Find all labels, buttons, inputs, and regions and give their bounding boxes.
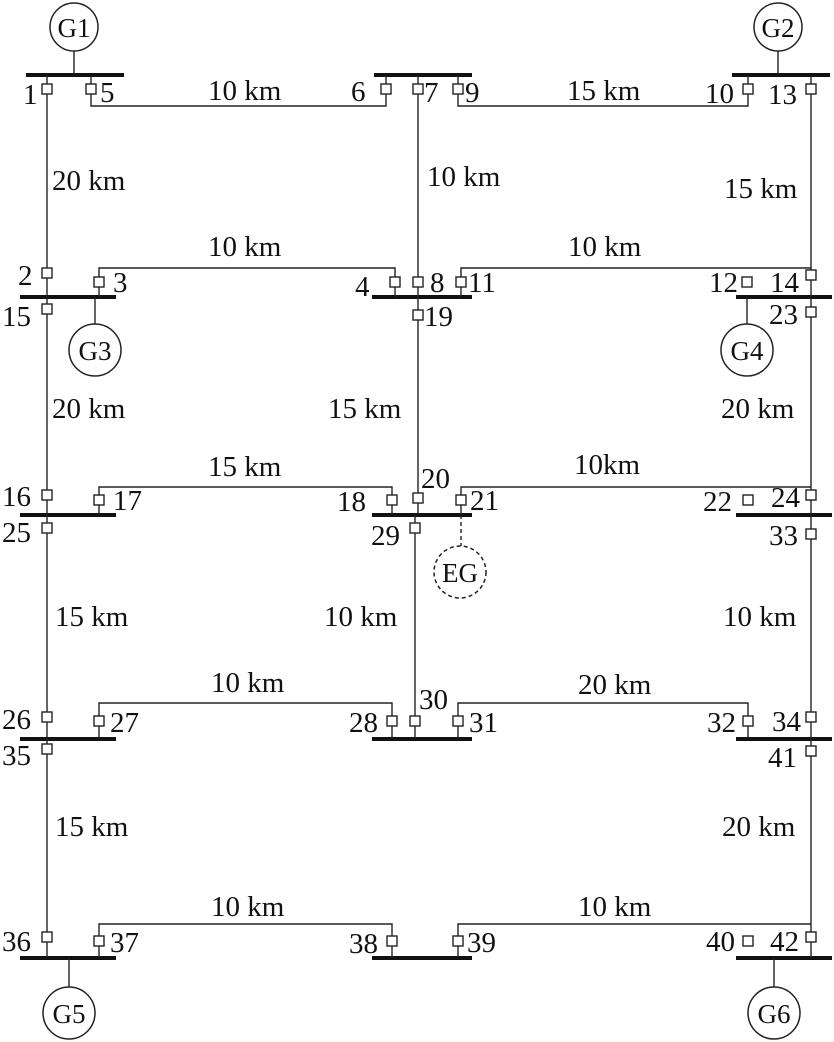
breaker-33 — [806, 529, 816, 539]
terminal-label-35: 35 — [2, 740, 31, 772]
generator-eg-label: EG — [442, 558, 478, 588]
terminal-label-41: 41 — [768, 742, 797, 774]
distance-label-31-32: 20 km — [578, 669, 652, 701]
distance-label-5-6: 10 km — [208, 75, 282, 107]
breaker-38 — [387, 936, 397, 946]
breaker-4 — [390, 277, 400, 287]
breaker-39 — [453, 936, 463, 946]
generators — [43, 3, 802, 1039]
breaker-31 — [453, 716, 463, 726]
terminal-label-3: 3 — [113, 267, 128, 299]
breaker-5 — [86, 84, 96, 94]
breaker-13 — [806, 84, 816, 94]
breaker-34 — [806, 712, 816, 722]
breaker-15 — [42, 304, 52, 314]
breaker-24 — [806, 490, 816, 500]
terminal-label-11: 11 — [468, 267, 496, 299]
line-21-22 — [461, 487, 811, 515]
line-3-4 — [99, 268, 395, 297]
terminal-label-26: 26 — [2, 704, 31, 736]
breaker-37 — [94, 936, 104, 946]
terminal-label-21: 21 — [470, 485, 499, 517]
breaker-40 — [743, 936, 753, 946]
breaker-22 — [743, 495, 753, 505]
breaker-41 — [806, 746, 816, 756]
distance-label-17-18: 15 km — [208, 451, 282, 483]
breaker-23 — [806, 307, 816, 317]
breaker-21 — [456, 495, 466, 505]
terminal-label-29: 29 — [371, 520, 400, 552]
terminal-label-34: 34 — [772, 706, 801, 738]
distance-label-35-36: 15 km — [55, 811, 129, 843]
breaker-11 — [456, 277, 466, 287]
terminal-label-9: 9 — [465, 77, 480, 109]
distance-label-39-40: 10 km — [578, 891, 652, 923]
terminal-label-10: 10 — [705, 78, 734, 110]
breaker-29 — [410, 523, 420, 533]
breaker-16 — [42, 490, 52, 500]
terminal-label-39: 39 — [467, 927, 496, 959]
distance-label-23-24: 20 km — [721, 393, 795, 425]
terminal-label-13: 13 — [768, 79, 797, 111]
breaker-28 — [387, 716, 397, 726]
breaker-10 — [743, 84, 753, 94]
terminal-label-15: 15 — [2, 301, 31, 333]
breaker-9 — [453, 84, 463, 94]
terminal-label-8: 8 — [430, 267, 445, 299]
breaker-42 — [806, 932, 816, 942]
terminal-label-30: 30 — [419, 684, 448, 716]
terminal-label-2: 2 — [18, 260, 33, 292]
breaker-32 — [743, 716, 753, 726]
terminal-label-37: 37 — [110, 927, 139, 959]
terminal-label-7: 7 — [424, 77, 439, 109]
breaker-6 — [381, 84, 391, 94]
line-31-32 — [458, 703, 748, 739]
terminal-label-31: 31 — [469, 707, 498, 739]
breaker-14 — [806, 270, 816, 280]
breaker-27 — [94, 716, 104, 726]
terminal-label-5: 5 — [100, 77, 115, 109]
distance-label-9-10: 15 km — [567, 75, 641, 107]
distance-label-37-38: 10 km — [211, 891, 285, 923]
terminal-label-22: 22 — [703, 486, 732, 518]
distance-label-27-28: 10 km — [211, 667, 285, 699]
terminal-label-23: 23 — [769, 299, 798, 331]
terminal-label-24: 24 — [771, 482, 800, 514]
terminal-label-1: 1 — [23, 79, 38, 111]
breaker-25 — [42, 523, 52, 533]
terminal-label-25: 25 — [2, 517, 31, 549]
generator-g5-label: G5 — [52, 999, 86, 1029]
breaker-26 — [42, 712, 52, 722]
breaker-8 — [413, 277, 423, 287]
terminal-label-20: 20 — [421, 463, 450, 495]
terminal-label-12: 12 — [709, 267, 738, 299]
breaker-36 — [42, 932, 52, 942]
terminal-label-27: 27 — [110, 707, 139, 739]
distance-label-15-16: 20 km — [52, 393, 126, 425]
breaker-17 — [94, 495, 104, 505]
generator-g3-label: G3 — [78, 336, 112, 366]
breaker-1 — [42, 84, 52, 94]
terminal-label-14: 14 — [770, 267, 799, 299]
breaker-18 — [387, 495, 397, 505]
terminal-label-42: 42 — [770, 926, 799, 958]
distance-label-29-30: 10 km — [324, 601, 398, 633]
distance-label-21-22: 10km — [574, 449, 641, 481]
breaker-2 — [42, 268, 52, 278]
breaker-19 — [413, 310, 423, 320]
distance-label-41-42: 20 km — [722, 811, 796, 843]
breaker-12 — [742, 277, 752, 287]
terminal-label-16: 16 — [2, 481, 31, 513]
breaker-35 — [42, 744, 52, 754]
distance-label-13-14: 15 km — [724, 173, 798, 205]
line-39-40 — [458, 924, 811, 958]
terminal-label-38: 38 — [349, 928, 378, 960]
generator-g1-label: G1 — [57, 13, 91, 43]
terminal-label-6: 6 — [351, 76, 366, 108]
generator-g6-label: G6 — [757, 999, 791, 1029]
terminal-label-17: 17 — [113, 485, 142, 517]
breaker-3 — [94, 277, 104, 287]
distance-label-3-4: 10 km — [208, 231, 282, 263]
terminal-label-36: 36 — [2, 926, 31, 958]
generator-g2-label: G2 — [761, 13, 795, 43]
breaker-30 — [410, 716, 420, 726]
line-11-12 — [461, 268, 811, 297]
terminal-label-18: 18 — [337, 486, 366, 518]
distance-label-19-20: 15 km — [328, 393, 402, 425]
terminal-label-19: 19 — [424, 301, 453, 333]
terminal-label-33: 33 — [769, 520, 798, 552]
terminal-label-28: 28 — [349, 707, 378, 739]
breaker-7 — [413, 84, 423, 94]
distance-label-33-34: 10 km — [723, 601, 797, 633]
distance-label-1-2: 20 km — [52, 165, 126, 197]
distance-labels — [52, 75, 798, 923]
distance-label-11-12: 10 km — [568, 231, 642, 263]
generator-g4-label: G4 — [730, 336, 764, 366]
terminal-label-40: 40 — [706, 926, 735, 958]
terminal-label-32: 32 — [707, 707, 736, 739]
distance-label-25-26: 15 km — [55, 601, 129, 633]
terminal-label-4: 4 — [355, 271, 370, 303]
distance-label-7-8: 10 km — [427, 161, 501, 193]
